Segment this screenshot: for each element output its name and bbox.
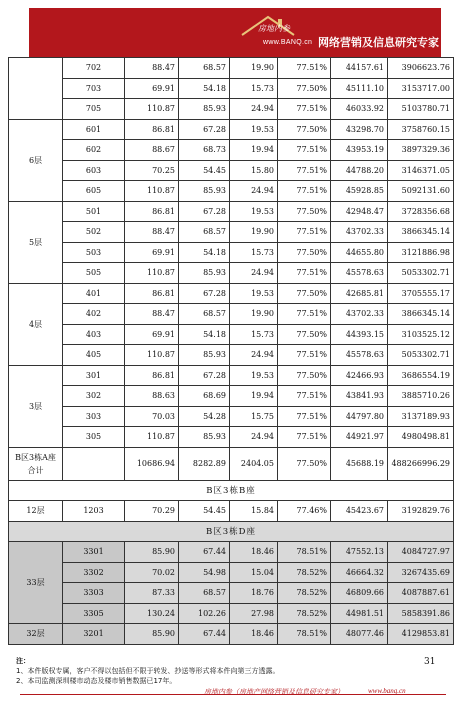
table-cell: 42948.47 [331, 201, 388, 222]
table-row [9, 99, 454, 120]
table-row [9, 181, 454, 202]
table-cell: 46809.66 [331, 583, 388, 604]
table-cell: 15.75 [230, 406, 278, 427]
table-row [9, 140, 454, 161]
table-cell: 44788.20 [331, 160, 388, 181]
table-cell: 77.51% [278, 160, 331, 181]
floor-label: 33层 [9, 542, 63, 624]
table-cell: 4980498.81 [388, 427, 454, 448]
table-cell: 45578.63 [331, 345, 388, 366]
table-cell: 44981.51 [331, 603, 388, 624]
table-cell [63, 447, 125, 480]
room-number: 3305 [63, 603, 125, 624]
table-cell: 43298.70 [331, 119, 388, 140]
table-cell: 77.51% [278, 263, 331, 284]
table-cell: 88.63 [125, 386, 179, 407]
section-title: B区3栋B座 [9, 480, 454, 501]
floor-label: 3层 [9, 365, 63, 447]
banner-brand: 房地内参 [258, 24, 290, 33]
floor-label [9, 58, 63, 120]
floor-label: 5层 [9, 201, 63, 283]
note-line: 2、本司监测深圳楼市动态及楼市销售数据已17年。 [16, 677, 177, 685]
table-cell: 88.47 [125, 304, 179, 325]
table-cell: 3866345.14 [388, 304, 454, 325]
table-cell: 68.73 [179, 140, 230, 161]
table-row [9, 562, 454, 583]
table-cell: 85.93 [179, 181, 230, 202]
table-row [9, 304, 454, 325]
table-row [9, 386, 454, 407]
table-cell: 77.50% [278, 324, 331, 345]
table-cell: 15.84 [230, 501, 278, 522]
table-cell: 110.87 [125, 427, 179, 448]
table-cell: 77.51% [278, 140, 331, 161]
table-cell: 42685.81 [331, 283, 388, 304]
table-cell: 44921.97 [331, 427, 388, 448]
table-cell: 86.81 [125, 119, 179, 140]
table-cell: 24.94 [230, 427, 278, 448]
table-cell: 70.25 [125, 160, 179, 181]
notes [16, 656, 279, 686]
table-cell: 54.18 [179, 324, 230, 345]
table-row [9, 78, 454, 99]
table-cell: 110.87 [125, 181, 179, 202]
table-cell: 69.91 [125, 242, 179, 263]
room-number: 401 [63, 283, 125, 304]
table-cell: 77.51% [278, 181, 331, 202]
room-number: 503 [63, 242, 125, 263]
table-cell: 5053302.71 [388, 263, 454, 284]
notes-heading: 注： [16, 657, 30, 665]
table-cell: 67.28 [179, 119, 230, 140]
room-number: 602 [63, 140, 125, 161]
subtotal-label: B区3栋A座合计 [9, 447, 63, 480]
table-cell: 78.52% [278, 562, 331, 583]
table-row [9, 58, 454, 79]
table-cell: 70.03 [125, 406, 179, 427]
table-cell: 77.51% [278, 304, 331, 325]
table-cell: 43702.33 [331, 222, 388, 243]
table-cell: 77.50% [278, 78, 331, 99]
table-cell: 15.73 [230, 242, 278, 263]
table-cell: 67.28 [179, 365, 230, 386]
table-cell: 54.98 [179, 562, 230, 583]
room-number: 605 [63, 181, 125, 202]
table-cell: 77.51% [278, 58, 331, 79]
table-cell: 46033.92 [331, 99, 388, 120]
table-cell: 3267435.69 [388, 562, 454, 583]
table-cell: 77.51% [278, 222, 331, 243]
table-cell: 77.50% [278, 201, 331, 222]
table-row [9, 583, 454, 604]
table-cell: 48077.46 [331, 624, 388, 645]
page-number: 31 [424, 657, 436, 667]
table-cell: 85.90 [125, 624, 179, 645]
table-cell: 15.73 [230, 324, 278, 345]
room-number: 501 [63, 201, 125, 222]
table-cell: 54.45 [179, 501, 230, 522]
table-cell: 69.91 [125, 78, 179, 99]
table-cell: 67.44 [179, 624, 230, 645]
table-cell: 3121886.98 [388, 242, 454, 263]
table-cell: 3686554.19 [388, 365, 454, 386]
table-cell: 54.18 [179, 242, 230, 263]
table-cell: 130.24 [125, 603, 179, 624]
table-cell: 24.94 [230, 263, 278, 284]
floor-label: 32层 [9, 624, 63, 645]
table-cell: 68.69 [179, 386, 230, 407]
table-cell: 44157.61 [331, 58, 388, 79]
table-row [9, 365, 454, 386]
note-line: 1、本件版权专属，客户不得以包括但不限于转发、抄送等形式将本件向第三方透露。 [16, 667, 280, 675]
table-cell: 3897329.36 [388, 140, 454, 161]
table-cell: 44393.15 [331, 324, 388, 345]
table-cell: 77.50% [278, 447, 331, 480]
table-cell: 70.02 [125, 562, 179, 583]
table-cell: 78.51% [278, 542, 331, 563]
table-row [9, 501, 454, 522]
footer-url: www.banq.cn [368, 687, 406, 695]
table-row [9, 263, 454, 284]
table-cell: 67.44 [179, 542, 230, 563]
table-cell: 68.57 [179, 222, 230, 243]
table-cell: 78.52% [278, 583, 331, 604]
table-cell: 67.28 [179, 283, 230, 304]
table-cell: 18.76 [230, 583, 278, 604]
table-cell: 85.93 [179, 263, 230, 284]
table-cell: 19.90 [230, 222, 278, 243]
table-row [9, 119, 454, 140]
table-row [9, 324, 454, 345]
table-row [9, 406, 454, 427]
table-cell: 5858391.86 [388, 603, 454, 624]
table-cell: 77.50% [278, 242, 331, 263]
table-cell: 78.51% [278, 624, 331, 645]
table-cell: 85.93 [179, 345, 230, 366]
table-cell: 45688.19 [331, 447, 388, 480]
table-cell: 10686.94 [125, 447, 179, 480]
subtotal-row [9, 447, 454, 480]
table-cell: 24.94 [230, 345, 278, 366]
table-cell: 77.50% [278, 283, 331, 304]
table-cell: 88.47 [125, 58, 179, 79]
table-row [9, 624, 454, 645]
sales-table [8, 57, 454, 645]
table-cell: 4129853.81 [388, 624, 454, 645]
table-cell: 15.73 [230, 78, 278, 99]
table-cell: 43841.93 [331, 386, 388, 407]
table-cell: 86.81 [125, 365, 179, 386]
table-cell: 78.52% [278, 603, 331, 624]
table-cell: 44655.80 [331, 242, 388, 263]
table-cell: 2404.05 [230, 447, 278, 480]
table-cell: 68.57 [179, 583, 230, 604]
table-cell: 68.57 [179, 304, 230, 325]
table-row [9, 242, 454, 263]
table-cell: 3153717.00 [388, 78, 454, 99]
table-cell: 15.04 [230, 562, 278, 583]
table-row [9, 201, 454, 222]
table-cell: 42466.93 [331, 365, 388, 386]
room-number: 305 [63, 427, 125, 448]
room-number: 302 [63, 386, 125, 407]
table-cell: 45423.67 [331, 501, 388, 522]
table-cell: 3758760.15 [388, 119, 454, 140]
table-cell: 77.50% [278, 119, 331, 140]
table-cell: 77.51% [278, 427, 331, 448]
room-number: 502 [63, 222, 125, 243]
table-cell: 4084727.97 [388, 542, 454, 563]
table-cell: 77.46% [278, 501, 331, 522]
table-cell: 69.91 [125, 324, 179, 345]
table-cell: 46664.32 [331, 562, 388, 583]
room-number: 601 [63, 119, 125, 140]
table-cell: 45578.63 [331, 263, 388, 284]
room-number: 1203 [63, 501, 125, 522]
section-title: B区3栋D座 [9, 521, 454, 542]
table-cell: 3192829.76 [388, 501, 454, 522]
table-cell: 3103525.12 [388, 324, 454, 345]
room-number: 3303 [63, 583, 125, 604]
table-cell: 43953.19 [331, 140, 388, 161]
table-cell: 3146371.05 [388, 160, 454, 181]
table-cell: 3705555.17 [388, 283, 454, 304]
table-cell: 3728356.68 [388, 201, 454, 222]
table-cell: 3866345.14 [388, 222, 454, 243]
table-cell: 87.33 [125, 583, 179, 604]
room-number: 3302 [63, 562, 125, 583]
room-number: 703 [63, 78, 125, 99]
table-cell: 54.45 [179, 160, 230, 181]
table-cell: 19.53 [230, 119, 278, 140]
table-cell: 47552.13 [331, 542, 388, 563]
table-cell: 43702.33 [331, 304, 388, 325]
room-number: 303 [63, 406, 125, 427]
table-cell: 77.50% [278, 365, 331, 386]
room-number: 702 [63, 58, 125, 79]
table-cell: 19.53 [230, 365, 278, 386]
room-number: 3201 [63, 624, 125, 645]
banner-title: 网络营销及信息研究专家 [318, 36, 439, 49]
table-cell: 5092131.60 [388, 181, 454, 202]
table-cell: 88.67 [125, 140, 179, 161]
table-cell: 488266996.29 [388, 447, 454, 480]
table-row [9, 222, 454, 243]
room-number: 505 [63, 263, 125, 284]
table-cell: 24.94 [230, 181, 278, 202]
table-cell: 77.51% [278, 99, 331, 120]
table-cell: 4087887.61 [388, 583, 454, 604]
room-number: 405 [63, 345, 125, 366]
table-cell: 77.51% [278, 406, 331, 427]
floor-label: 12层 [9, 501, 63, 522]
table-cell: 86.81 [125, 283, 179, 304]
table-cell: 18.46 [230, 542, 278, 563]
room-number: 705 [63, 99, 125, 120]
table-cell: 110.87 [125, 263, 179, 284]
table-cell: 19.90 [230, 58, 278, 79]
room-number: 403 [63, 324, 125, 345]
banner-url: www.BANQ.cn [263, 39, 313, 46]
table-cell: 68.57 [179, 58, 230, 79]
room-number: 3301 [63, 542, 125, 563]
table-cell: 102.26 [179, 603, 230, 624]
table-cell: 27.98 [230, 603, 278, 624]
table-cell: 24.94 [230, 99, 278, 120]
table-cell: 77.51% [278, 345, 331, 366]
floor-label: 4层 [9, 283, 63, 365]
footer-text: 房地内参（房地产网络营销及信息研究专家） [204, 688, 344, 696]
table-cell: 54.28 [179, 406, 230, 427]
table-cell: 54.18 [179, 78, 230, 99]
table-cell: 85.93 [179, 99, 230, 120]
table-cell: 19.94 [230, 386, 278, 407]
table-cell: 15.80 [230, 160, 278, 181]
floor-label: 6层 [9, 119, 63, 201]
table-row [9, 542, 454, 563]
room-number: 402 [63, 304, 125, 325]
table-cell: 88.47 [125, 222, 179, 243]
table-cell: 45928.85 [331, 181, 388, 202]
table-cell: 3137189.93 [388, 406, 454, 427]
table-row [9, 160, 454, 181]
table-cell: 19.53 [230, 283, 278, 304]
table-row [9, 283, 454, 304]
table-cell: 8282.89 [179, 447, 230, 480]
table-cell: 85.93 [179, 427, 230, 448]
table-cell: 110.87 [125, 345, 179, 366]
table-cell: 45111.10 [331, 78, 388, 99]
table-cell: 3885710.26 [388, 386, 454, 407]
table-row [9, 427, 454, 448]
table-cell: 44797.80 [331, 406, 388, 427]
table-cell: 5103780.71 [388, 99, 454, 120]
table-cell: 19.90 [230, 304, 278, 325]
room-number: 301 [63, 365, 125, 386]
table-cell: 77.51% [278, 386, 331, 407]
table-cell: 19.53 [230, 201, 278, 222]
room-number: 603 [63, 160, 125, 181]
table-cell: 5053302.71 [388, 345, 454, 366]
table-cell: 110.87 [125, 99, 179, 120]
table-cell: 19.94 [230, 140, 278, 161]
table-cell: 70.29 [125, 501, 179, 522]
table-cell: 3906623.76 [388, 58, 454, 79]
table-cell: 85.90 [125, 542, 179, 563]
table-cell: 18.46 [230, 624, 278, 645]
table-row [9, 603, 454, 624]
table-cell: 86.81 [125, 201, 179, 222]
table-cell: 67.28 [179, 201, 230, 222]
table-row [9, 345, 454, 366]
